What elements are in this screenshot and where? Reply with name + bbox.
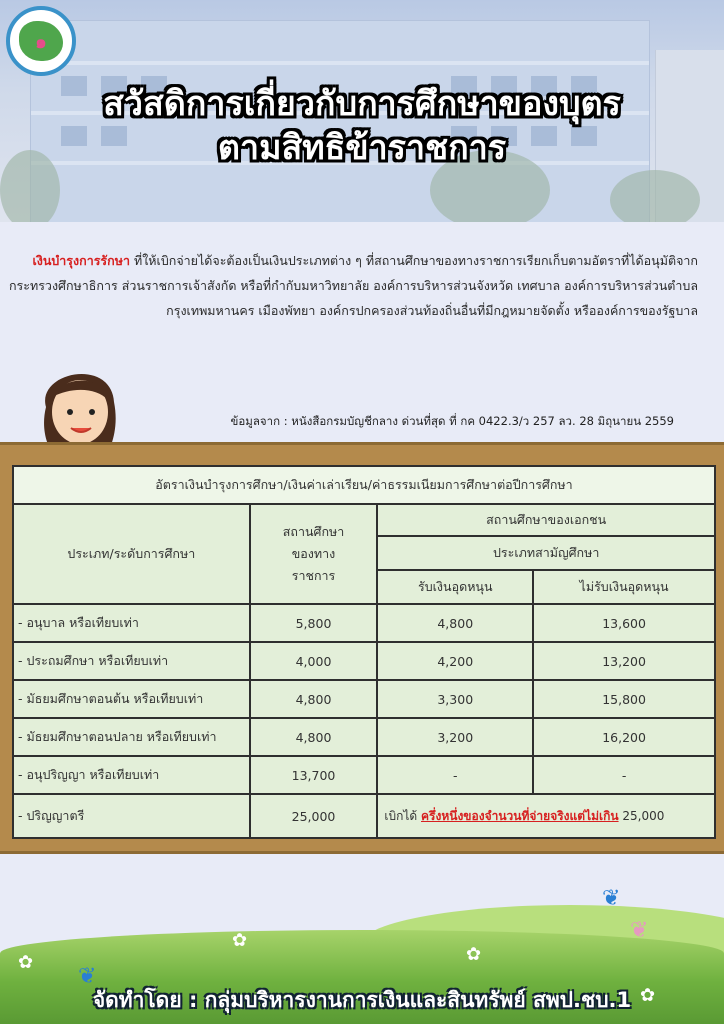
note-prefix: เบิกได้ xyxy=(384,808,421,823)
source-reference: ข้อมูลจาก : หนังสือกรมบัญชีกลาง ด่วนที่สุด ที่ กค 0422.3/ว 257 ลว. 28 มิถุนายน 2559 xyxy=(230,414,674,428)
flower-icon: ✿ xyxy=(640,985,656,1006)
table-caption: อัตราเงินบำรุงการศึกษา/เงินค่าเล่าเรียน/ค่าธรรมเนียมการศึกษาต่อปีการศึกษา xyxy=(13,466,715,504)
subsidized-rate: 4,800 xyxy=(377,604,533,642)
table-row xyxy=(13,642,715,680)
gov-rate: 4,000 xyxy=(250,642,378,680)
butterfly-icon: ❦ xyxy=(78,964,97,989)
table-row xyxy=(13,680,715,718)
intro-highlight: เงินบำรุงการรักษา xyxy=(32,253,130,268)
bachelor-note xyxy=(377,794,715,838)
table-row xyxy=(13,718,715,756)
col-header-subsidized: รับเงินอุดหนุน xyxy=(377,570,533,604)
gov-rate: 4,800 xyxy=(250,680,378,718)
tree xyxy=(610,170,700,222)
organization-logo xyxy=(6,6,76,76)
subsidized-rate: 4,200 xyxy=(377,642,533,680)
unsubsidized-rate: 13,200 xyxy=(533,642,715,680)
note-highlight: ครึ่งหนึ่งของจำนวนที่จ่ายจริงแต่ไม่เกิน xyxy=(421,808,619,823)
logo-emblem: ๑ xyxy=(19,21,63,61)
col-header-unsubsidized: ไม่รับเงินอุดหนุน xyxy=(533,570,715,604)
butterfly-icon: ❦ xyxy=(630,918,649,943)
subsidized-rate: - xyxy=(377,756,533,794)
gov-rate: 5,800 xyxy=(250,604,378,642)
unsubsidized-rate: 15,800 xyxy=(533,680,715,718)
flower-icon: ✿ xyxy=(18,952,34,973)
footer-credit: จัดทำโดย : กลุ่มบริหารงานการเงินและสินทรัพย์ สพป.ชบ.1 xyxy=(92,988,632,1012)
row-label: - มัธยมศึกษาตอนต้น หรือเทียบเท่า xyxy=(13,680,250,718)
row-label: - ปริญญาตรี xyxy=(13,794,250,838)
subsidized-rate: 3,300 xyxy=(377,680,533,718)
table-row xyxy=(13,756,715,794)
subsidized-rate: 3,200 xyxy=(377,718,533,756)
unsubsidized-rate: 16,200 xyxy=(533,718,715,756)
col-header-private: สถานศึกษาของเอกชน xyxy=(377,504,715,536)
unsubsidized-rate: - xyxy=(533,756,715,794)
gov-rate: 4,800 xyxy=(250,718,378,756)
gov-rate: 25,000 xyxy=(250,794,378,838)
col-header-general: ประเภทสามัญศึกษา xyxy=(377,536,715,570)
table-board-frame xyxy=(0,442,724,854)
col-header-government: สถานศึกษาของทางราชการ xyxy=(250,504,378,604)
page-title-line2: ตามสิทธิข้าราชการ xyxy=(217,128,507,168)
unsubsidized-rate: 13,600 xyxy=(533,604,715,642)
table-row xyxy=(13,604,715,642)
row-label: - มัธยมศึกษาตอนปลาย หรือเทียบเท่า xyxy=(13,718,250,756)
education-rates-table xyxy=(12,465,716,839)
flower-icon: ✿ xyxy=(466,944,482,965)
gov-rate: 13,700 xyxy=(250,756,378,794)
butterfly-icon: ❦ xyxy=(602,886,621,911)
intro-text: ที่ให้เบิกจ่ายได้จะต้องเป็นเงินประเภทต่าง ๆ ที่สถานศึกษาของทางราชการเรียกเก็บตามอัตราที่ได้อนุมัติจากกระทรวงศึกษาธิการ ส่วนราชการเจ้าสังกัด หรือที่กำกับมหาวิทยาลัย องค์การบริหารส่วนจังหวัด เทศบาล องค์การบริหารส่วนตำบล กรุงเทพมหานคร เมืองพัทยา องค์กรปกครองส่วนท้องถิ่นอื่นที่มีกฎหมายจัดตั้ง หรือองค์การของรัฐบาล xyxy=(8,253,698,318)
flower-icon: ✿ xyxy=(232,930,248,951)
page-title-line1: สวัสดิการเกี่ยวกับการศึกษาของบุตร xyxy=(103,84,621,124)
table-row xyxy=(13,794,715,838)
row-label: - ประถมศึกษา หรือเทียบเท่า xyxy=(13,642,250,680)
note-amount: 25,000 xyxy=(618,808,665,823)
row-label: - อนุปริญญา หรือเทียบเท่า xyxy=(13,756,250,794)
col-header-type: ประเภท/ระดับการศึกษา xyxy=(13,504,250,604)
row-label: - อนุบาล หรือเทียบเท่า xyxy=(13,604,250,642)
intro-paragraph xyxy=(8,248,698,323)
